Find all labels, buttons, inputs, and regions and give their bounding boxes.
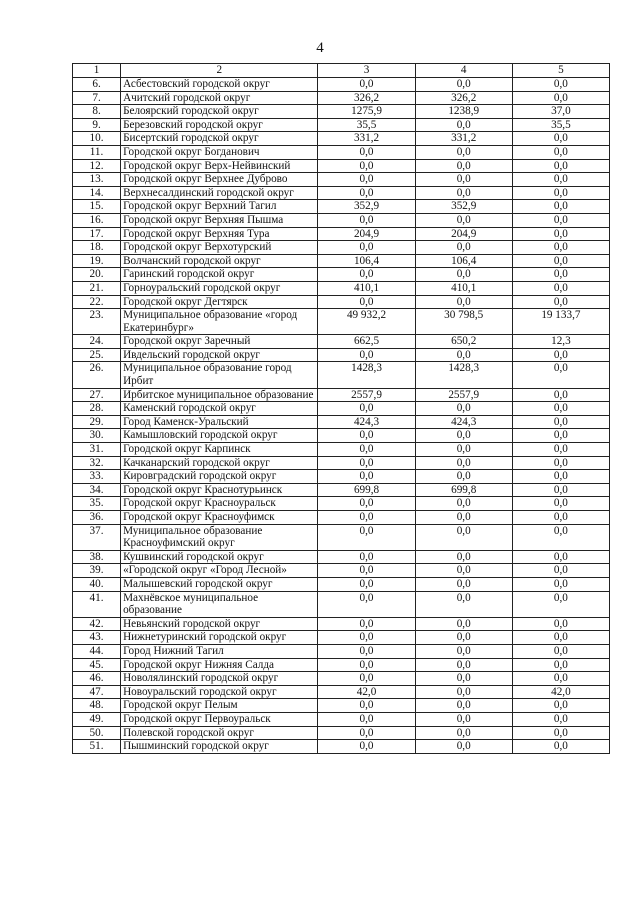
value-col5-cell: 0,0 (512, 617, 609, 631)
municipality-name-cell: Кировградский городской округ (121, 470, 318, 484)
value-col4-cell: 650,2 (415, 335, 512, 349)
value-col3-cell: 0,0 (318, 631, 415, 645)
table-row (73, 118, 610, 132)
value-col5-cell: 0,0 (512, 591, 609, 617)
table-row (73, 335, 610, 349)
value-col3-cell: 0,0 (318, 577, 415, 591)
value-col5-cell: 0,0 (512, 415, 609, 429)
municipality-name-cell: Невьянский городской округ (121, 617, 318, 631)
value-col4-cell: 0,0 (415, 159, 512, 173)
municipality-name-cell: Муниципальное образование «город Екатеринбург» (121, 309, 318, 335)
value-col4-cell: 0,0 (415, 550, 512, 564)
value-col4-cell: 0,0 (415, 348, 512, 362)
row-number-cell: 41. (73, 591, 121, 617)
table-row (73, 362, 610, 388)
value-col4-cell: 0,0 (415, 145, 512, 159)
value-col5-cell: 0,0 (512, 699, 609, 713)
value-col3-cell: 410,1 (318, 281, 415, 295)
table-row (73, 564, 610, 578)
value-col3-cell: 106,4 (318, 254, 415, 268)
municipality-name-cell: Кушвинский городской округ (121, 550, 318, 564)
row-number-cell: 39. (73, 564, 121, 578)
value-col3-cell: 331,2 (318, 132, 415, 146)
value-col3-cell: 0,0 (318, 402, 415, 416)
value-col3-cell: 0,0 (318, 348, 415, 362)
value-col3-cell: 0,0 (318, 443, 415, 457)
value-col5-cell: 0,0 (512, 402, 609, 416)
value-col5-cell: 0,0 (512, 254, 609, 268)
row-number-cell: 46. (73, 672, 121, 686)
value-col4-cell: 0,0 (415, 699, 512, 713)
value-col4-cell: 410,1 (415, 281, 512, 295)
table-header-row (73, 64, 610, 78)
value-col3-cell: 0,0 (318, 456, 415, 470)
row-number-cell: 7. (73, 91, 121, 105)
municipality-name-cell: Городской округ Карпинск (121, 443, 318, 457)
value-col5-cell: 0,0 (512, 173, 609, 187)
table-row (73, 388, 610, 402)
row-number-cell: 48. (73, 699, 121, 713)
value-col4-cell: 30 798,5 (415, 309, 512, 335)
value-col3-cell: 662,5 (318, 335, 415, 349)
value-col5-cell: 0,0 (512, 362, 609, 388)
row-number-cell: 26. (73, 362, 121, 388)
municipality-name-cell: Верхнесалдинский городской округ (121, 186, 318, 200)
table-row (73, 186, 610, 200)
value-col3-cell: 0,0 (318, 644, 415, 658)
municipality-name-cell: Асбестовский городской округ (121, 78, 318, 92)
table-row (73, 348, 610, 362)
value-col5-cell: 0,0 (512, 470, 609, 484)
table-row (73, 483, 610, 497)
value-col4-cell: 0,0 (415, 672, 512, 686)
value-col4-cell: 0,0 (415, 402, 512, 416)
row-number-cell: 49. (73, 712, 121, 726)
value-col3-cell: 0,0 (318, 159, 415, 173)
table-row (73, 456, 610, 470)
table-row (73, 78, 610, 92)
value-col4-cell: 0,0 (415, 740, 512, 754)
municipality-name-cell: Городской округ Красноуральск (121, 497, 318, 511)
value-col4-cell: 0,0 (415, 524, 512, 550)
municipality-name-cell: Город Нижний Тагил (121, 644, 318, 658)
value-col5-cell: 0,0 (512, 348, 609, 362)
value-col4-cell: 424,3 (415, 415, 512, 429)
value-col5-cell: 12,3 (512, 335, 609, 349)
value-col4-cell: 0,0 (415, 268, 512, 282)
municipality-name-cell: Городской округ Заречный (121, 335, 318, 349)
value-col4-cell: 1238,9 (415, 105, 512, 119)
row-number-cell: 9. (73, 118, 121, 132)
value-col5-cell: 0,0 (512, 631, 609, 645)
table-row (73, 470, 610, 484)
value-col3-cell: 204,9 (318, 227, 415, 241)
table-row (73, 591, 610, 617)
table-row (73, 631, 610, 645)
row-number-cell: 47. (73, 685, 121, 699)
row-number-cell: 11. (73, 145, 121, 159)
value-col4-cell: 0,0 (415, 118, 512, 132)
value-col5-cell: 0,0 (512, 483, 609, 497)
table-row (73, 402, 610, 416)
row-number-cell: 21. (73, 281, 121, 295)
table-row (73, 429, 610, 443)
value-col3-cell: 0,0 (318, 550, 415, 564)
municipality-name-cell: Волчанский городской округ (121, 254, 318, 268)
row-number-cell: 12. (73, 159, 121, 173)
municipality-name-cell: Новоуральский городской округ (121, 685, 318, 699)
municipality-name-cell: Бисертский городской округ (121, 132, 318, 146)
row-number-cell: 30. (73, 429, 121, 443)
row-number-cell: 20. (73, 268, 121, 282)
row-number-cell: 45. (73, 658, 121, 672)
value-col4-cell: 204,9 (415, 227, 512, 241)
value-col4-cell: 0,0 (415, 658, 512, 672)
value-col3-cell: 0,0 (318, 186, 415, 200)
municipality-name-cell: Горноуральский городской округ (121, 281, 318, 295)
municipality-name-cell: «Городской округ «Город Лесной» (121, 564, 318, 578)
value-col3-cell: 0,0 (318, 213, 415, 227)
municipality-name-cell: Город Каменск-Уральский (121, 415, 318, 429)
value-col4-cell: 0,0 (415, 631, 512, 645)
table-row (73, 268, 610, 282)
budget-table (72, 63, 610, 754)
column-header-1: 1 (73, 64, 121, 78)
table-row (73, 173, 610, 187)
table-row (73, 443, 610, 457)
value-col5-cell: 0,0 (512, 564, 609, 578)
value-col3-cell: 49 932,2 (318, 309, 415, 335)
table-row (73, 213, 610, 227)
value-col3-cell: 42,0 (318, 685, 415, 699)
municipality-name-cell: Качканарский городской округ (121, 456, 318, 470)
table-row (73, 699, 610, 713)
row-number-cell: 13. (73, 173, 121, 187)
value-col5-cell: 0,0 (512, 658, 609, 672)
table-row (73, 281, 610, 295)
table-row (73, 254, 610, 268)
value-col5-cell: 0,0 (512, 456, 609, 470)
value-col4-cell: 0,0 (415, 78, 512, 92)
value-col5-cell: 0,0 (512, 672, 609, 686)
value-col4-cell: 0,0 (415, 456, 512, 470)
value-col5-cell: 0,0 (512, 443, 609, 457)
value-col3-cell: 0,0 (318, 591, 415, 617)
value-col4-cell: 0,0 (415, 511, 512, 525)
table-row (73, 617, 610, 631)
municipality-name-cell: Белоярский городской округ (121, 105, 318, 119)
row-number-cell: 17. (73, 227, 121, 241)
municipality-name-cell: Городской округ Верхняя Пышма (121, 213, 318, 227)
table-row (73, 497, 610, 511)
value-col3-cell: 0,0 (318, 78, 415, 92)
value-col3-cell: 0,0 (318, 497, 415, 511)
value-col3-cell: 0,0 (318, 295, 415, 309)
row-number-cell: 25. (73, 348, 121, 362)
row-number-cell: 10. (73, 132, 121, 146)
value-col3-cell: 1275,9 (318, 105, 415, 119)
value-col3-cell: 35,5 (318, 118, 415, 132)
value-col3-cell: 352,9 (318, 200, 415, 214)
table-row (73, 241, 610, 255)
value-col4-cell: 0,0 (415, 213, 512, 227)
table-row (73, 227, 610, 241)
table-row (73, 685, 610, 699)
row-number-cell: 43. (73, 631, 121, 645)
value-col4-cell: 0,0 (415, 712, 512, 726)
table-row (73, 672, 610, 686)
value-col3-cell: 0,0 (318, 429, 415, 443)
municipality-name-cell: Городской округ Верх-Нейвинский (121, 159, 318, 173)
row-number-cell: 38. (73, 550, 121, 564)
municipality-name-cell: Камышловский городской округ (121, 429, 318, 443)
table-row (73, 712, 610, 726)
value-col4-cell: 0,0 (415, 186, 512, 200)
municipality-name-cell: Городской округ Первоуральск (121, 712, 318, 726)
row-number-cell: 36. (73, 511, 121, 525)
table-row (73, 295, 610, 309)
row-number-cell: 40. (73, 577, 121, 591)
value-col5-cell: 0,0 (512, 429, 609, 443)
row-number-cell: 42. (73, 617, 121, 631)
table-row (73, 658, 610, 672)
value-col4-cell: 326,2 (415, 91, 512, 105)
value-col3-cell: 0,0 (318, 672, 415, 686)
value-col3-cell: 0,0 (318, 699, 415, 713)
column-header-2: 2 (121, 64, 318, 78)
value-col5-cell: 0,0 (512, 227, 609, 241)
value-col3-cell: 0,0 (318, 617, 415, 631)
table-row (73, 644, 610, 658)
value-col5-cell: 37,0 (512, 105, 609, 119)
row-number-cell: 16. (73, 213, 121, 227)
municipality-name-cell: Ивдельский городской округ (121, 348, 318, 362)
row-number-cell: 24. (73, 335, 121, 349)
row-number-cell: 37. (73, 524, 121, 550)
value-col5-cell: 0,0 (512, 740, 609, 754)
row-number-cell: 31. (73, 443, 121, 457)
municipality-name-cell: Пышминский городской округ (121, 740, 318, 754)
value-col5-cell: 35,5 (512, 118, 609, 132)
municipality-name-cell: Ачитский городской округ (121, 91, 318, 105)
value-col5-cell: 0,0 (512, 186, 609, 200)
value-col5-cell: 0,0 (512, 726, 609, 740)
municipality-name-cell: Муниципальное образование город Ирбит (121, 362, 318, 388)
table-row (73, 105, 610, 119)
table-row (73, 550, 610, 564)
value-col5-cell: 0,0 (512, 132, 609, 146)
value-col4-cell: 0,0 (415, 241, 512, 255)
row-number-cell: 15. (73, 200, 121, 214)
table-row (73, 200, 610, 214)
municipality-name-cell: Малышевский городской округ (121, 577, 318, 591)
municipality-name-cell: Гаринский городской округ (121, 268, 318, 282)
table-row (73, 740, 610, 754)
value-col5-cell: 42,0 (512, 685, 609, 699)
value-col3-cell: 0,0 (318, 241, 415, 255)
row-number-cell: 51. (73, 740, 121, 754)
value-col5-cell: 19 133,7 (512, 309, 609, 335)
row-number-cell: 50. (73, 726, 121, 740)
value-col4-cell: 0,0 (415, 173, 512, 187)
table-body (73, 78, 610, 754)
value-col3-cell: 699,8 (318, 483, 415, 497)
value-col5-cell: 0,0 (512, 712, 609, 726)
value-col5-cell: 0,0 (512, 524, 609, 550)
municipality-name-cell: Муниципальное образование Красноуфимский округ (121, 524, 318, 550)
municipality-name-cell: Городской округ Богданович (121, 145, 318, 159)
value-col5-cell: 0,0 (512, 200, 609, 214)
value-col5-cell: 0,0 (512, 159, 609, 173)
municipality-name-cell: Городской округ Верхнее Дуброво (121, 173, 318, 187)
table-row (73, 132, 610, 146)
value-col5-cell: 0,0 (512, 511, 609, 525)
value-col3-cell: 0,0 (318, 726, 415, 740)
value-col4-cell: 106,4 (415, 254, 512, 268)
value-col4-cell: 0,0 (415, 591, 512, 617)
value-col5-cell: 0,0 (512, 78, 609, 92)
municipality-name-cell: Березовский городской округ (121, 118, 318, 132)
value-col3-cell: 0,0 (318, 145, 415, 159)
municipality-name-cell: Каменский городской округ (121, 402, 318, 416)
table-row (73, 145, 610, 159)
value-col3-cell: 424,3 (318, 415, 415, 429)
table-row (73, 415, 610, 429)
value-col5-cell: 0,0 (512, 644, 609, 658)
value-col4-cell: 2557,9 (415, 388, 512, 402)
municipality-name-cell: Махнёвское муниципальное образование (121, 591, 318, 617)
value-col3-cell: 0,0 (318, 740, 415, 754)
row-number-cell: 34. (73, 483, 121, 497)
value-col3-cell: 0,0 (318, 511, 415, 525)
municipality-name-cell: Нижнетуринский городской округ (121, 631, 318, 645)
value-col4-cell: 0,0 (415, 577, 512, 591)
table-row (73, 726, 610, 740)
row-number-cell: 27. (73, 388, 121, 402)
row-number-cell: 35. (73, 497, 121, 511)
value-col3-cell: 326,2 (318, 91, 415, 105)
table-row (73, 577, 610, 591)
value-col4-cell: 0,0 (415, 470, 512, 484)
value-col3-cell: 1428,3 (318, 362, 415, 388)
row-number-cell: 19. (73, 254, 121, 268)
municipality-name-cell: Городской округ Дегтярск (121, 295, 318, 309)
column-header-5: 5 (512, 64, 609, 78)
municipality-name-cell: Городской округ Верхняя Тура (121, 227, 318, 241)
table-row (73, 524, 610, 550)
page-number: 4 (316, 40, 324, 56)
municipality-name-cell: Городской округ Краснотурьинск (121, 483, 318, 497)
value-col5-cell: 0,0 (512, 550, 609, 564)
municipality-name-cell: Полевской городской округ (121, 726, 318, 740)
value-col4-cell: 0,0 (415, 644, 512, 658)
municipality-name-cell: Городской округ Верхний Тагил (121, 200, 318, 214)
row-number-cell: 32. (73, 456, 121, 470)
column-header-4: 4 (415, 64, 512, 78)
value-col4-cell: 0,0 (415, 564, 512, 578)
row-number-cell: 28. (73, 402, 121, 416)
row-number-cell: 23. (73, 309, 121, 335)
municipality-name-cell: Новолялинский городской округ (121, 672, 318, 686)
row-number-cell: 29. (73, 415, 121, 429)
municipality-name-cell: Городской округ Нижняя Салда (121, 658, 318, 672)
value-col3-cell: 0,0 (318, 712, 415, 726)
row-number-cell: 22. (73, 295, 121, 309)
value-col4-cell: 0,0 (415, 617, 512, 631)
value-col5-cell: 0,0 (512, 91, 609, 105)
value-col5-cell: 0,0 (512, 268, 609, 282)
value-col3-cell: 0,0 (318, 564, 415, 578)
value-col3-cell: 0,0 (318, 470, 415, 484)
value-col5-cell: 0,0 (512, 241, 609, 255)
municipality-name-cell: Городской округ Красноуфимск (121, 511, 318, 525)
row-number-cell: 18. (73, 241, 121, 255)
row-number-cell: 44. (73, 644, 121, 658)
value-col5-cell: 0,0 (512, 213, 609, 227)
value-col4-cell: 1428,3 (415, 362, 512, 388)
table-row (73, 511, 610, 525)
value-col4-cell: 0,0 (415, 429, 512, 443)
value-col4-cell: 0,0 (415, 685, 512, 699)
value-col5-cell: 0,0 (512, 497, 609, 511)
row-number-cell: 6. (73, 78, 121, 92)
municipality-name-cell: Городской округ Верхотурский (121, 241, 318, 255)
value-col5-cell: 0,0 (512, 145, 609, 159)
table-row (73, 309, 610, 335)
row-number-cell: 33. (73, 470, 121, 484)
value-col5-cell: 0,0 (512, 281, 609, 295)
municipality-name-cell: Городской округ Пелым (121, 699, 318, 713)
table-row (73, 159, 610, 173)
value-col4-cell: 331,2 (415, 132, 512, 146)
value-col5-cell: 0,0 (512, 388, 609, 402)
value-col4-cell: 0,0 (415, 726, 512, 740)
value-col4-cell: 352,9 (415, 200, 512, 214)
table-row (73, 91, 610, 105)
value-col4-cell: 699,8 (415, 483, 512, 497)
value-col5-cell: 0,0 (512, 577, 609, 591)
value-col5-cell: 0,0 (512, 295, 609, 309)
value-col3-cell: 0,0 (318, 658, 415, 672)
value-col3-cell: 0,0 (318, 173, 415, 187)
value-col3-cell: 0,0 (318, 524, 415, 550)
value-col4-cell: 0,0 (415, 443, 512, 457)
row-number-cell: 14. (73, 186, 121, 200)
value-col4-cell: 0,0 (415, 295, 512, 309)
column-header-3: 3 (318, 64, 415, 78)
row-number-cell: 8. (73, 105, 121, 119)
municipality-name-cell: Ирбитское муниципальное образование (121, 388, 318, 402)
value-col3-cell: 2557,9 (318, 388, 415, 402)
value-col4-cell: 0,0 (415, 497, 512, 511)
value-col3-cell: 0,0 (318, 268, 415, 282)
